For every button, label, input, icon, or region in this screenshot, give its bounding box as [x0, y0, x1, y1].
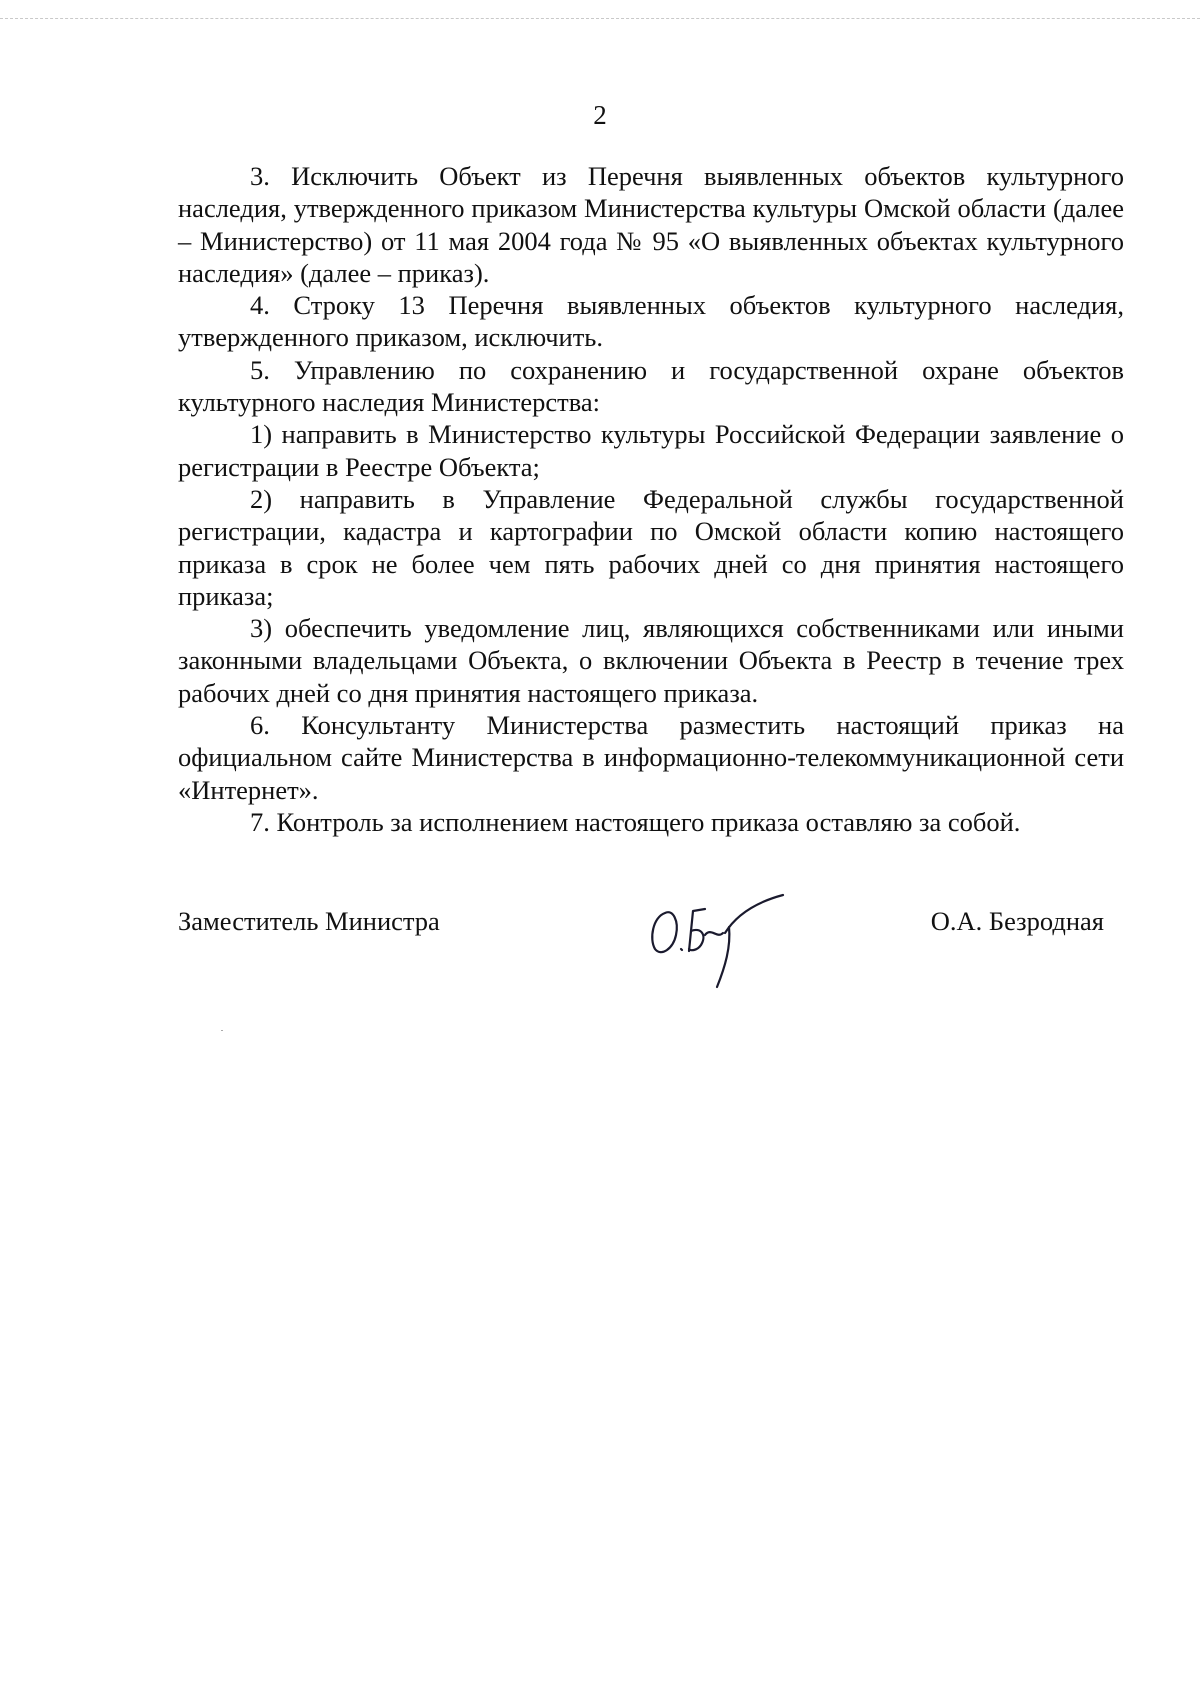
paragraph-5-item-2: 2) направить в Управление Федеральной службы государственной регистрации, кадастра и картографии по Омской области копию настоящего приказа в срок не более чем пять рабочих дней со дня принятия настоящего приказа;: [178, 483, 1124, 611]
signatory-name: О.А. Безродная: [930, 906, 1104, 936]
paragraph-7: 7. Контроль за исполнением настоящего приказа оставляю за собой.: [250, 806, 1021, 837]
document-body: [178, 160, 1124, 838]
signatory-position: Заместитель Министра: [178, 906, 440, 936]
paragraph-4: 4. Строку 13 Перечня выявленных объектов культурного наследия, утвержденного приказом, исключить.: [178, 290, 1124, 353]
scan-edge-line: [0, 18, 1200, 19]
paragraph-5-item-1: 1) направить в Министерство культуры Российской Федерации заявление о регистрации в Реестре Объекта;: [178, 419, 1124, 482]
paragraph-6: 6. Консультанту Министерства разместить настоящий приказ на официальном сайте Министерства в информационно-телекоммуникационной сети «Интернет».: [178, 710, 1124, 805]
paragraph-3: 3. Исключить Объект из Перечня выявленных объектов культурного наследия, утвержденного приказом Министерства культуры Омской области (далее – Министерство) от 11 мая 2004 года № 95 «О выявленных объектах культурного наследия» (далее – приказ).: [178, 161, 1124, 288]
scan-speck: [221, 1030, 223, 1031]
handwritten-signature: [643, 887, 813, 997]
paragraph-5-item-3: 3) обеспечить уведомление лиц, являющихся собственниками или иными законными владельцами Объекта, о включении Объекта в Реестр в течение трех рабочих дней со дня принятия настоящего приказа.: [178, 613, 1124, 708]
signature-block: [178, 905, 1124, 1015]
page-number: 2: [593, 100, 607, 130]
paragraph-5: 5. Управлению по сохранению и государственной охране объектов культурного наследия Министерства:: [178, 354, 1124, 418]
